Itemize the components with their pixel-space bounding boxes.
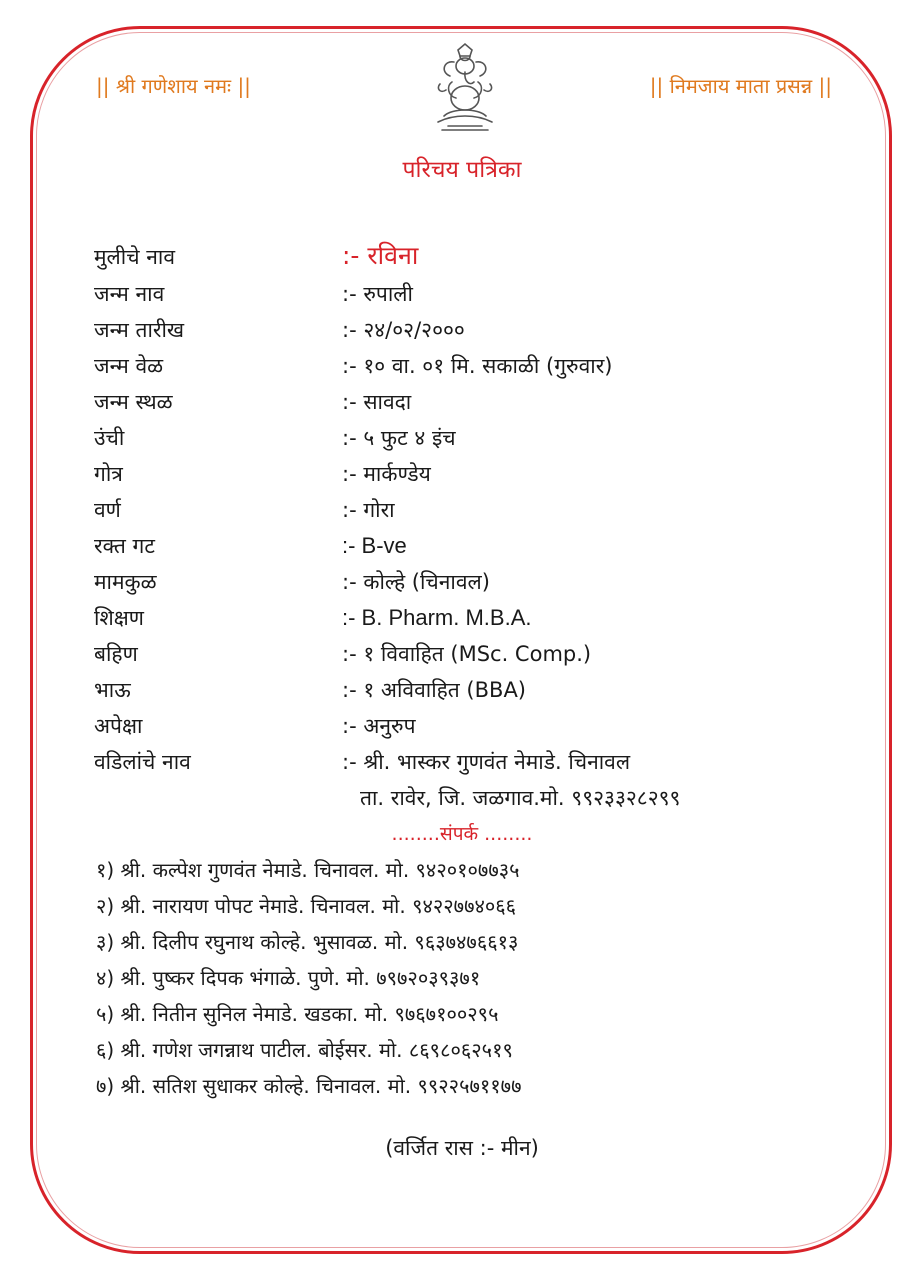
contact-item: ५) श्री. नितीन सुनिल नेमाडे. खडका. मो. ९७६७१००२९५ bbox=[96, 1002, 499, 1026]
detail-value: :- १० वा. ०१ मि. सकाळी (गुरुवार) bbox=[342, 354, 613, 378]
detail-label: मुलीचे नाव bbox=[94, 245, 176, 269]
contact-heading: ........संपर्क ........ bbox=[391, 823, 533, 845]
detail-value: :- रविना bbox=[342, 241, 419, 270]
detail-value: :- श्री. भास्कर गुणवंत नेमाडे. चिनावल bbox=[342, 750, 631, 774]
detail-row-birth-name bbox=[94, 280, 413, 308]
detail-label: मामकुळ bbox=[94, 570, 157, 594]
detail-value: :- २४/०२/२००० bbox=[342, 318, 465, 342]
contact-item: ६) श्री. गणेश जगन्नाथ पाटील. बोईसर. मो. ८६९८०६२५१९ bbox=[96, 1038, 513, 1062]
detail-value: :- गोरा bbox=[342, 498, 395, 522]
detail-label: रक्त गट bbox=[94, 534, 155, 558]
contact-item: १) श्री. कल्पेश गुणवंत नेमाडे. चिनावल. मो. ९४२०१०७७३५ bbox=[96, 858, 520, 882]
detail-row-brother bbox=[94, 676, 526, 704]
detail-row-birth-place bbox=[94, 388, 411, 416]
detail-value: :- सावदा bbox=[342, 390, 412, 414]
detail-value: :- ५ फुट ४ इंच bbox=[342, 426, 456, 450]
detail-value: :- अनुरुप bbox=[342, 714, 416, 738]
detail-label: उंची bbox=[94, 426, 125, 450]
detail-row-height bbox=[94, 424, 456, 452]
detail-value: :- १ विवाहित (MSc. Comp.) bbox=[342, 642, 592, 666]
detail-row-sister bbox=[94, 640, 591, 668]
detail-value: :- B-ve bbox=[342, 533, 407, 558]
contact-item: ७) श्री. सतिश सुधाकर कोल्हे. चिनावल. मो. ९९२२५७११७७ bbox=[96, 1074, 522, 1098]
detail-label: अपेक्षा bbox=[94, 714, 143, 738]
detail-row-birth-time bbox=[94, 352, 612, 380]
contact-item: ३) श्री. दिलीप रघुनाथ कोल्हे. भुसावळ. मो. ९६३७४७६६१३ bbox=[96, 930, 519, 954]
detail-value: :- मार्कण्डेय bbox=[342, 462, 431, 486]
detail-row-maternal-family bbox=[94, 568, 490, 596]
document-title: परिचय पत्रिका bbox=[402, 157, 522, 183]
detail-row-complexion bbox=[94, 496, 395, 524]
detail-row-gotra bbox=[94, 460, 431, 488]
detail-label: वर्ण bbox=[94, 498, 121, 522]
detail-label: बहिण bbox=[94, 642, 138, 666]
detail-label: जन्म स्थळ bbox=[94, 390, 173, 414]
excluded-rashi-note: (वर्जित रास :- मीन) bbox=[385, 1136, 539, 1160]
detail-label: शिक्षण bbox=[94, 606, 144, 630]
contact-item: ४) श्री. पुष्कर दिपक भंगाळे. पुणे. मो. ७९७२०३९३७१ bbox=[96, 966, 481, 990]
detail-row-birth-date bbox=[94, 316, 465, 344]
detail-value: :- कोल्हे (चिनावल) bbox=[342, 570, 490, 594]
detail-row-expectation bbox=[94, 712, 416, 740]
detail-value: :- १ अविवाहित (BBA) bbox=[342, 678, 526, 702]
detail-label: जन्म वेळ bbox=[94, 354, 164, 378]
detail-label: जन्म नाव bbox=[94, 282, 165, 306]
header-left-blessing: || श्री गणेशाय नमः || bbox=[96, 74, 251, 98]
detail-row-blood-group bbox=[94, 532, 407, 560]
detail-label: भाऊ bbox=[94, 678, 131, 702]
detail-row-education bbox=[94, 604, 531, 632]
detail-label: जन्म तारीख bbox=[94, 318, 185, 342]
detail-row-name bbox=[94, 238, 418, 272]
detail-value: :- B. Pharm. M.B.A. bbox=[342, 605, 532, 630]
ganesh-icon bbox=[426, 42, 504, 132]
detail-row-father-name bbox=[94, 748, 630, 776]
father-address-continuation: ता. रावेर, जि. जळगाव.मो. ९९२३३२८२९९ bbox=[360, 786, 681, 810]
detail-value: :- रुपाली bbox=[342, 282, 413, 306]
contact-item: २) श्री. नारायण पोपट नेमाडे. चिनावल. मो. ९४२२७७४०६६ bbox=[96, 894, 517, 918]
detail-label: वडिलांचे नाव bbox=[94, 750, 191, 774]
detail-label: गोत्र bbox=[94, 462, 123, 486]
header-right-blessing: || निमजाय माता प्रसन्न || bbox=[649, 74, 832, 98]
